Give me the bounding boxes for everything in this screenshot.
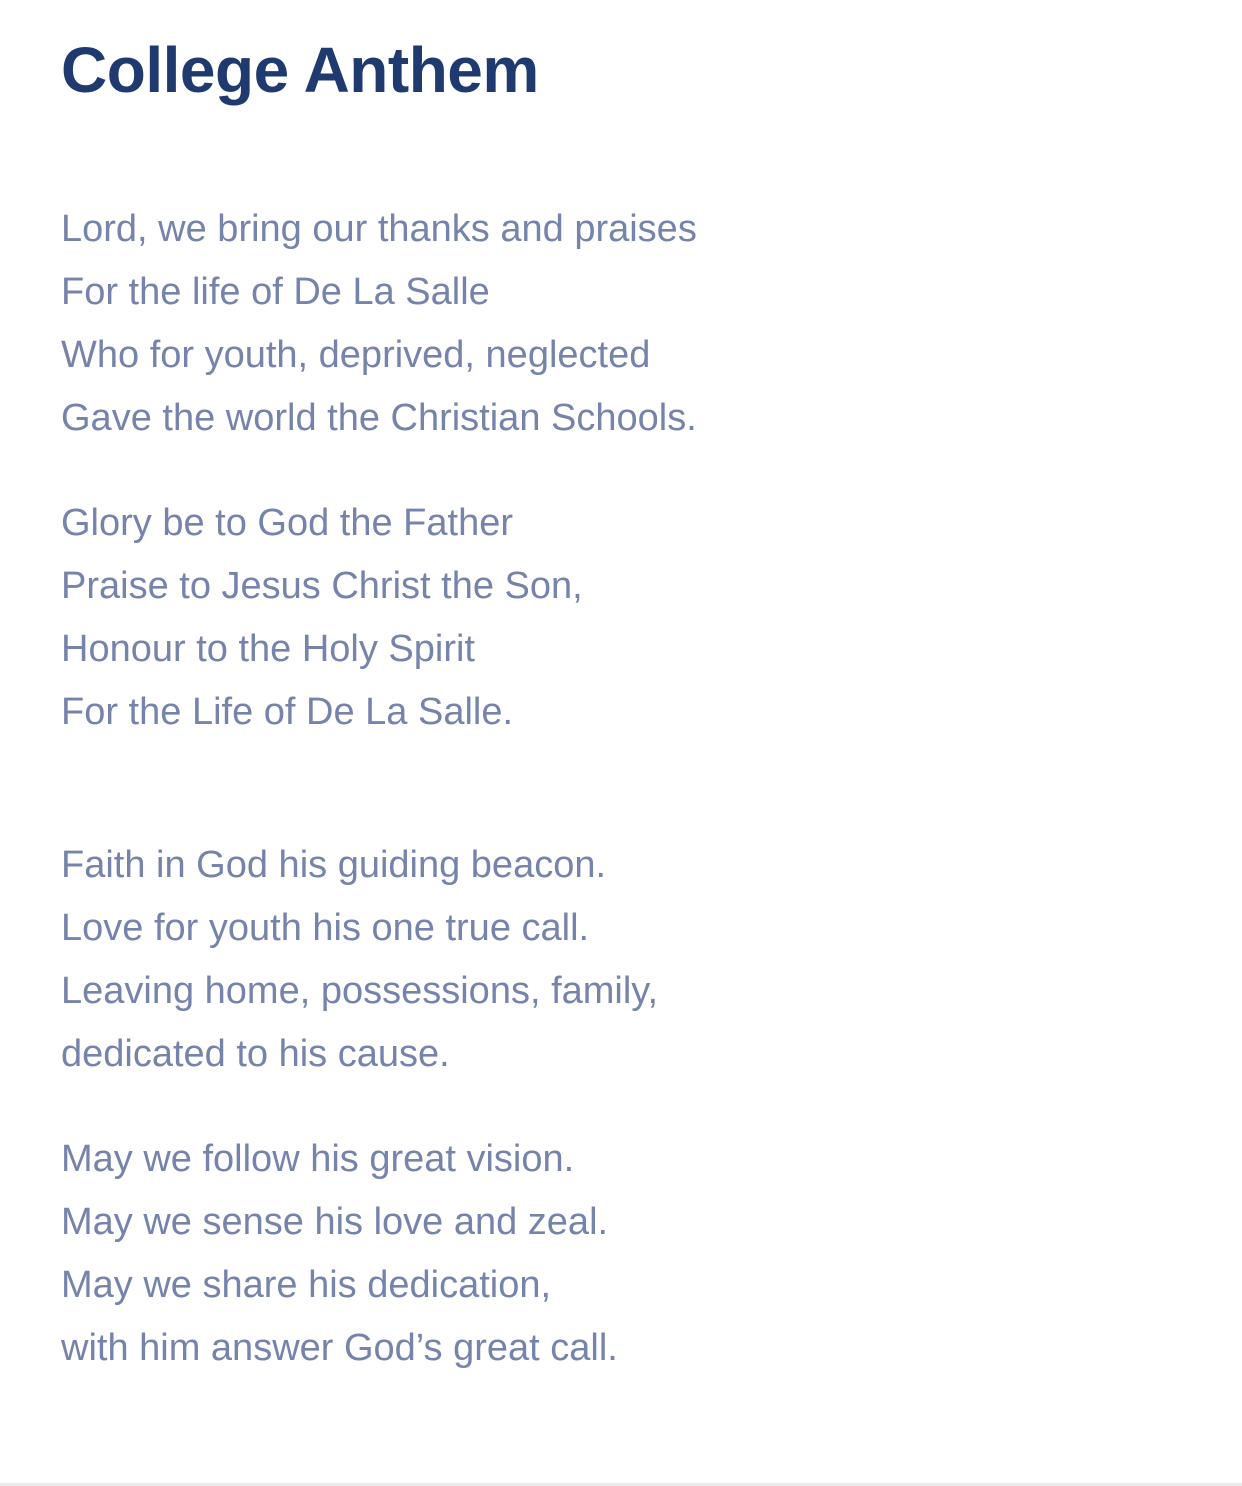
anthem-line: Love for youth his one true call. [61,907,590,949]
stanza-1 [61,198,1161,450]
anthem-line: For the life of De La Salle [61,271,490,313]
anthem-line: Glory be to God the Father [61,502,514,544]
anthem-line: May we share his dedication, [61,1264,552,1306]
anthem-line: Lord, we bring our thanks and praises [61,208,697,250]
stanza-2 [61,492,1161,744]
anthem-line: For the Life of De La Salle. [61,691,514,733]
anthem-line: dedicated to his cause. [61,1033,450,1075]
stanza-3 [61,834,1161,1086]
anthem-line: Praise to Jesus Christ the Son, [61,565,583,607]
anthem-line: Honour to the Holy Spirit [61,628,475,670]
anthem-line: with him answer God’s great call. [61,1327,618,1369]
page-title: College Anthem [61,34,539,106]
anthem-line: Faith in God his guiding beacon. [61,844,607,886]
anthem-line: May we follow his great vision. [61,1138,575,1180]
anthem-line: Leaving home, possessions, family, [61,970,659,1012]
anthem-line: Gave the world the Christian Schools. [61,397,697,439]
anthem-line: Who for youth, deprived, neglected [61,334,651,376]
anthem-line: May we sense his love and zeal. [61,1201,609,1243]
stanza-4 [61,1128,1161,1380]
